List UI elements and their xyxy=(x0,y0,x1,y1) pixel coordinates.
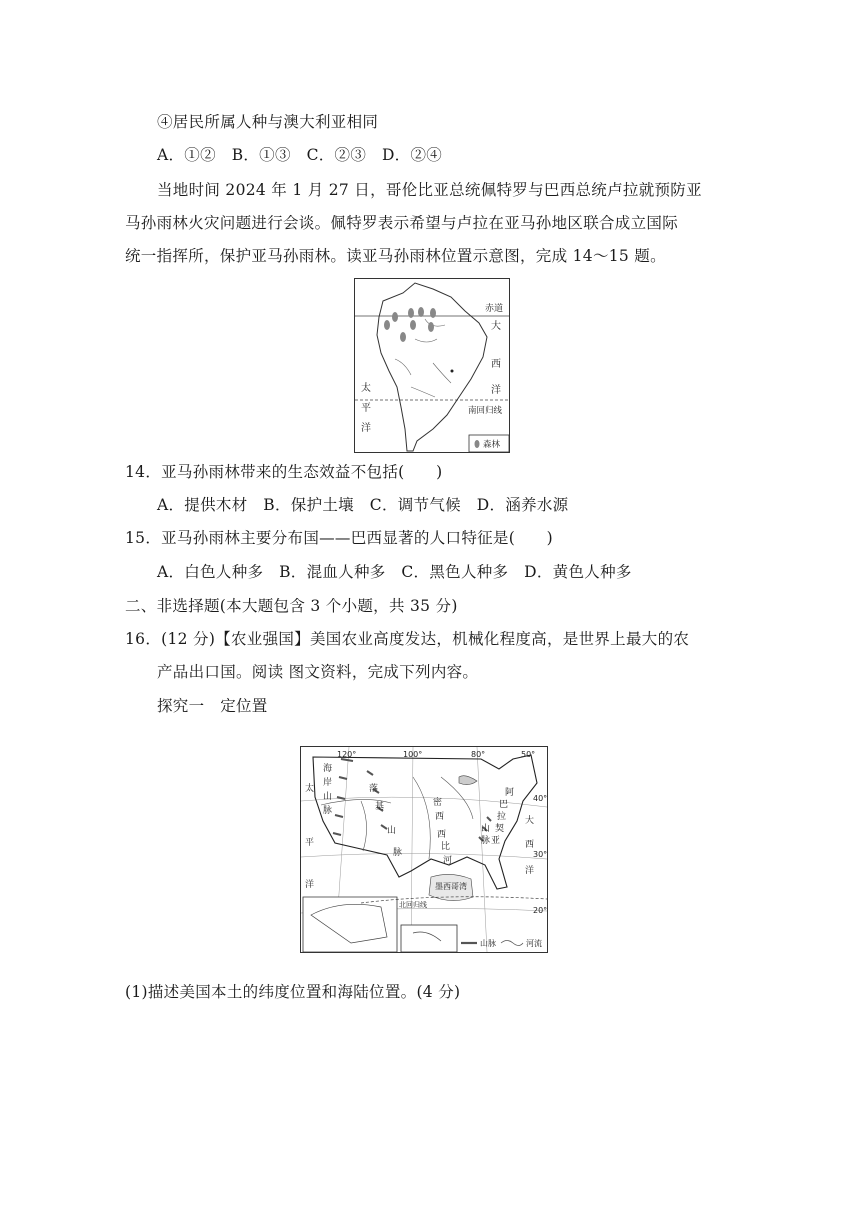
ocean-label-yang: 洋 xyxy=(491,385,501,396)
ocean-label-ping: 平 xyxy=(361,403,371,414)
usa-map xyxy=(300,746,548,953)
amazon-map xyxy=(354,278,510,453)
question-16-line-2: 产品出口国。阅读 图文资料，完成下列内容。 xyxy=(157,663,479,681)
equator-label: 赤道 xyxy=(485,304,504,314)
passage-line-1: 当地时间 2024 年 1 月 27 日，哥伦比亚总统佩特罗与巴西总统卢拉就预防亚 xyxy=(157,181,702,199)
ocean-xi: 西 xyxy=(525,840,535,850)
lat-40: 40° xyxy=(533,794,547,803)
appal-char: 巴 xyxy=(499,800,509,810)
passage-line-3: 统一指挥所，保护亚马孙雨林。读亚马孙雨林位置示意图，完成 14～15 题。 xyxy=(125,247,666,265)
q15-options: A．白色人种多 B．混血人种多 C．黑色人种多 D．黄色人种多 xyxy=(157,563,632,581)
appal-char: 契 xyxy=(495,824,505,834)
section-heading: 二、非选择题(本大题包含 3 个小题，共 35 分) xyxy=(125,597,458,615)
miss-char: 河 xyxy=(443,856,453,866)
lon-120: 120° xyxy=(337,750,357,759)
tropic-cancer-label: 北回归线 xyxy=(399,901,427,909)
ocean-label-da: 大 xyxy=(491,321,501,332)
ocean-label-yang2: 洋 xyxy=(361,423,371,434)
miss-char: 比 xyxy=(441,842,451,852)
sub-question-1: (1)描述美国本土的纬度位置和海陆位置。(4 分) xyxy=(125,983,461,1001)
ocean-yang2: 洋 xyxy=(525,866,535,876)
appal-char: 亚 xyxy=(491,836,501,846)
appal-char: 山 xyxy=(481,824,491,834)
option-statement-4: ④居民所属人种与澳大利亚相同 xyxy=(157,113,379,131)
legend-river: 河流 xyxy=(526,939,542,948)
passage-line-2: 马孙雨林火灾问题进行会谈。佩特罗表示希望与卢拉在亚马孙地区联合成立国际 xyxy=(125,214,679,232)
ocean-label-tai: 太 xyxy=(361,383,371,394)
ocean-tai: 太 xyxy=(305,784,315,794)
q13-options: A．①② B．①③ C．②③ D．②④ xyxy=(157,146,443,164)
tropic-label: 南回归线 xyxy=(468,406,503,416)
lat-30: 30° xyxy=(533,850,547,859)
coast-range-char: 山 xyxy=(323,792,333,802)
ocean-yang: 洋 xyxy=(305,880,315,890)
coast-range-char: 海 xyxy=(323,764,333,774)
lon-80: 80° xyxy=(471,750,486,759)
rocky-char: 基 xyxy=(375,802,385,812)
lon-100: 100° xyxy=(403,750,423,759)
coast-range-char: 岸 xyxy=(323,778,333,788)
rocky-char: 脉 xyxy=(393,848,403,858)
legend-mountain: 山脉 xyxy=(480,939,496,948)
appal-char: 拉 xyxy=(497,812,507,822)
miss-char: 西 xyxy=(437,830,447,840)
miss-char: 密 xyxy=(433,798,443,808)
q14-options: A．提供木材 B．保护土壤 C．调节气候 D．涵养水源 xyxy=(157,496,569,514)
question-16-line-1: 16．(12 分)【农业强国】美国农业高度发达，机械化程度高，是世界上最大的农 xyxy=(125,630,690,648)
gulf-label: 墨西哥湾 xyxy=(435,882,467,891)
question-15: 15．亚马孙雨林主要分布国——巴西显著的人口特征是( ) xyxy=(125,529,554,547)
appal-char: 阿 xyxy=(505,788,515,798)
ocean-da: 大 xyxy=(525,816,535,826)
forest-legend-icon xyxy=(475,440,480,448)
lon-50: 50° xyxy=(521,750,536,759)
explore-heading: 探究一 定位置 xyxy=(157,697,268,715)
river-legend-icon xyxy=(501,941,523,946)
lat-20: 20° xyxy=(533,906,547,915)
coast-range-char: 脉 xyxy=(323,806,333,816)
ocean-label-xi: 西 xyxy=(491,359,501,370)
miss-char: 西 xyxy=(435,812,445,822)
rocky-char: 落 xyxy=(369,784,379,794)
rocky-char: 山 xyxy=(387,826,397,836)
legend-forest: 森林 xyxy=(483,440,501,450)
question-14: 14．亚马孙雨林带来的生态效益不包括( ) xyxy=(125,463,443,481)
ocean-ping: 平 xyxy=(305,838,315,848)
appal-char: 脉 xyxy=(481,836,491,846)
